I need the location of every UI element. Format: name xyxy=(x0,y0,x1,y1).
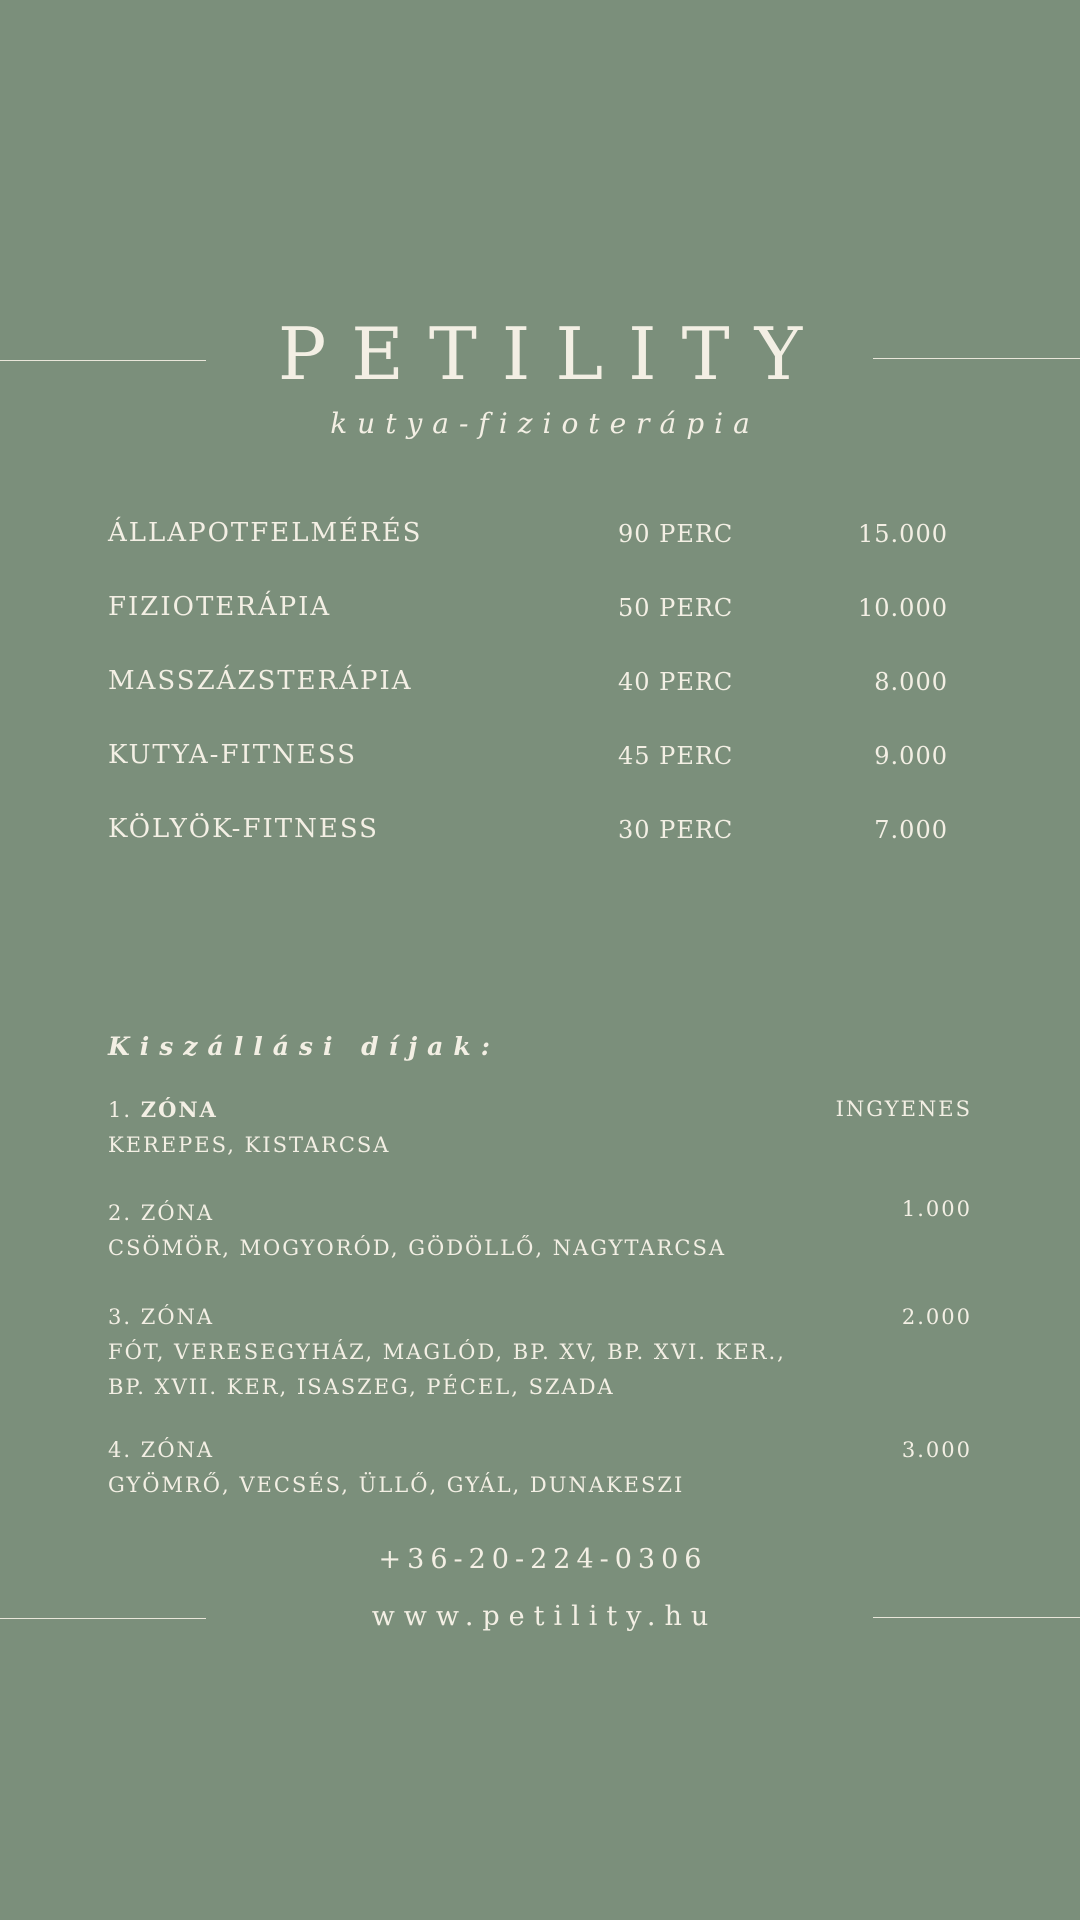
zone-title xyxy=(108,1300,972,1335)
zone-item xyxy=(108,1092,972,1163)
zone-title xyxy=(108,1433,972,1468)
service-name: ÁLLAPOTFELMÉRÉS xyxy=(108,518,423,548)
service-duration: 90 PERC xyxy=(618,520,734,548)
zone-places: GYÖMRŐ, VECSÉS, ÜLLŐ, GYÁL, DUNAKESZI xyxy=(108,1473,685,1497)
service-price: 9.000 xyxy=(874,742,948,770)
brand-tagline: kutya-fizioterápia xyxy=(330,407,760,440)
service-duration: 40 PERC xyxy=(618,668,734,696)
service-duration: 30 PERC xyxy=(618,816,734,844)
service-price: 15.000 xyxy=(858,520,948,548)
zone-price: 1.000 xyxy=(901,1197,972,1221)
zone-price: INGYENES xyxy=(835,1097,972,1121)
service-duration: 50 PERC xyxy=(618,594,734,622)
zone-number: 3. xyxy=(108,1305,133,1329)
zone-number: 4. xyxy=(108,1438,133,1462)
service-row xyxy=(108,594,948,634)
zone-places: CSÖMÖR, MOGYORÓD, GÖDÖLLŐ, NAGYTARCSA xyxy=(108,1236,726,1260)
service-row xyxy=(108,816,948,856)
zone-places: FÓT, VERESEGYHÁZ, MAGLÓD, BP. XV, BP. XVI. KER., BP. XVII. KER, ISASZEG, PÉCEL, SZADA xyxy=(108,1340,786,1399)
zone-label: ZÓNA xyxy=(140,1438,215,1462)
service-row xyxy=(108,668,948,708)
zone-label: ZÓNA xyxy=(140,1305,215,1329)
website-link: www.petility.hu xyxy=(371,1601,718,1632)
footer-rule-right xyxy=(873,1617,1080,1618)
service-duration: 45 PERC xyxy=(618,742,734,770)
zone-label: ZÓNA xyxy=(140,1201,215,1225)
service-row xyxy=(108,742,948,782)
zone-price: 3.000 xyxy=(901,1438,972,1462)
zone-number: 1. xyxy=(108,1098,133,1122)
zone-item xyxy=(108,1300,972,1405)
service-price: 8.000 xyxy=(874,668,948,696)
zone-label: ZÓNA xyxy=(140,1097,218,1122)
service-name: KUTYA-FITNESS xyxy=(108,740,358,770)
brand-title: PETILITY xyxy=(277,312,828,396)
zone-number: 2. xyxy=(108,1201,133,1225)
service-name: KÖLYÖK-FITNESS xyxy=(108,814,379,844)
zone-price: 2.000 xyxy=(901,1305,972,1329)
zone-title xyxy=(108,1196,972,1231)
zone-item xyxy=(108,1196,972,1266)
service-price: 7.000 xyxy=(874,816,948,844)
service-name: MASSZÁZSTERÁPIA xyxy=(108,666,413,696)
service-row xyxy=(108,520,948,560)
service-price: 10.000 xyxy=(858,594,948,622)
zone-item xyxy=(108,1433,972,1503)
delivery-title: Kiszállási díjak: xyxy=(108,1032,500,1061)
service-name: FIZIOTERÁPIA xyxy=(108,592,332,622)
phone-number: +36-20-224-0306 xyxy=(378,1544,708,1575)
footer-rule-left xyxy=(0,1618,206,1619)
zone-places: KEREPES, KISTARCSA xyxy=(108,1133,391,1157)
